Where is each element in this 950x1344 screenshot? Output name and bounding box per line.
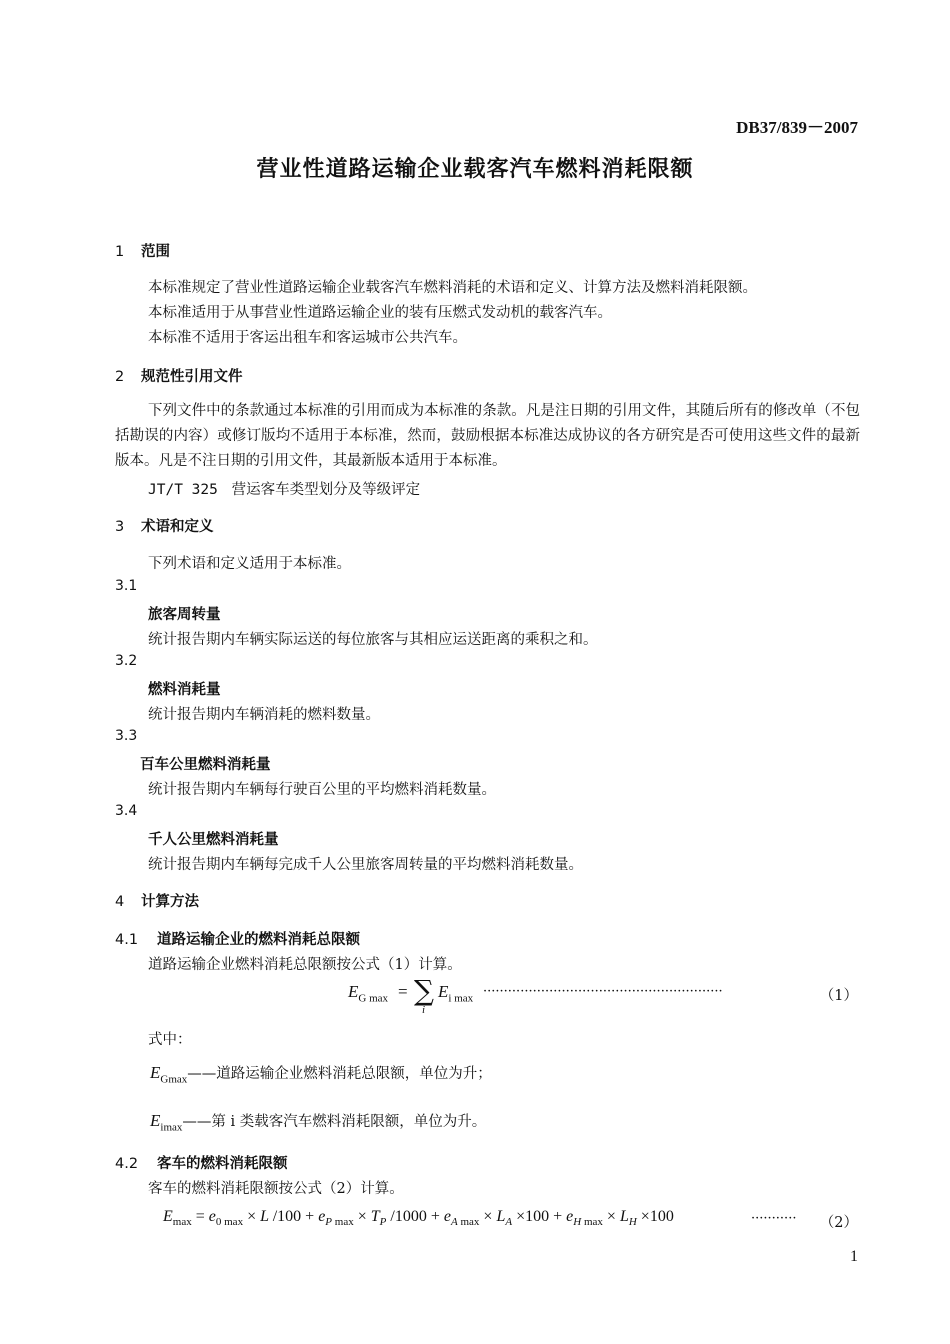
equation-body: $E_{max} = e_{0 max} \times L$ $/100 + e_{P max} \times T_P$ $/1000 + e_{A max} \times L_A \times 100 + e_{H max} \times L_H \times 100$ [163, 1208, 674, 1229]
section-number: 3 [115, 519, 125, 535]
variable-definition [150, 1062, 492, 1085]
equation-rhs: $E_{i max}$ [438, 982, 474, 1005]
paragraph: 本标准不适用于客运出租车和客运城市公共汽车。 [148, 330, 467, 346]
variable-symbol: $E_{imax}$ [150, 1111, 183, 1134]
term: 百车公里燃料消耗量 [140, 757, 271, 773]
term-definition: 统计报告期内车辆每行驶百公里的平均燃料消耗数量。 [148, 782, 496, 798]
term-definition: 统计报告期内车辆实际运送的每位旅客与其相应运送距离的乘积之和。 [148, 632, 598, 648]
clause-number: 3.2 [115, 653, 138, 669]
section-title: 术语和定义 [141, 519, 214, 535]
reference-code: JT/T 325 [148, 482, 218, 498]
section-3-heading [115, 515, 214, 536]
reference-item [148, 478, 420, 499]
section-title: 范围 [141, 244, 170, 260]
variable-symbol: $E_{Gmax}$ [150, 1063, 188, 1086]
term: 燃料消耗量 [148, 682, 221, 698]
page-title: 营业性道路运输企业载客汽车燃料消耗限额 [256, 157, 694, 182]
section-title: 计算方法 [141, 894, 199, 910]
section-4-heading [115, 890, 199, 911]
term: 旅客周转量 [148, 607, 221, 623]
reference-title: 营运客车类型划分及等级评定 [231, 482, 421, 498]
equation-number: （2） [819, 1215, 858, 1231]
paragraph: 本标准适用于从事营业性道路运输企业的装有压燃式发动机的载客汽车。 [148, 305, 612, 321]
section-title: 规范性引用文件 [141, 369, 243, 385]
section-number: 2 [115, 369, 125, 385]
section-title: 道路运输企业的燃料消耗总限额 [157, 932, 360, 948]
paragraph: 本标准规定了营业性道路运输企业载客汽车燃料消耗的术语和定义、计算方法及燃料消耗限额。 [148, 280, 757, 296]
variable-definition [150, 1110, 486, 1133]
doc-number: DB37/839－2007 [736, 118, 858, 137]
variable-description: ——道路运输企业燃料消耗总限额，单位为升； [187, 1066, 492, 1082]
paragraph: 道路运输企业燃料消耗总限额按公式（1）计算。 [148, 957, 462, 973]
equation-2 [163, 1206, 858, 1240]
variable-description: ——第 i 类载客汽车燃料消耗限额，单位为升。 [182, 1114, 487, 1130]
clause-number: 3.4 [115, 803, 138, 819]
equation-1 [348, 976, 858, 1020]
where-label: 式中： [148, 1032, 192, 1048]
equation-lhs: $E_{G max}$ [348, 982, 389, 1005]
leader-dots: ··········· [751, 1211, 797, 1226]
page-number: 1 [850, 1248, 858, 1265]
paragraph: 下列术语和定义适用于本标准。 [148, 556, 351, 572]
leader-dots: ·························································· [483, 984, 723, 999]
section-number: 4.2 [115, 1156, 139, 1172]
subsection-4-2-heading [115, 1152, 288, 1173]
clause-number: 3.1 [115, 578, 138, 594]
section-2-heading [115, 365, 243, 386]
term: 千人公里燃料消耗量 [148, 832, 279, 848]
section-number: 4 [115, 894, 125, 910]
term-definition: 统计报告期内车辆每完成千人公里旅客周转量的平均燃料消耗数量。 [148, 857, 583, 873]
subsection-4-1-heading [115, 928, 360, 949]
clause-number: 3.3 [115, 728, 138, 744]
paragraph: 客车的燃料消耗限额按公式（2）计算。 [148, 1181, 404, 1197]
section-number: 1 [115, 244, 125, 260]
sum-symbol: ∑ [414, 974, 434, 1007]
equation-number: （1） [819, 988, 858, 1004]
term-definition: 统计报告期内车辆消耗的燃料数量。 [148, 707, 380, 723]
equals-sign: = [398, 982, 408, 1001]
section-number: 4.1 [115, 932, 139, 948]
sum-index: i [422, 1004, 426, 1016]
section-title: 客车的燃料消耗限额 [157, 1156, 288, 1172]
paragraph: 下列文件中的条款通过本标准的引用而成为本标准的条款。凡是注日期的引用文件，其随后所有的修改单（不包括勘误的内容）或修订版均不适用于本标准，然而，鼓励根据本标准达成协议的各方研究是否可使用这些文件的最新版本。凡是不注日期的引用文件，其最新版本适用于本标准。 [115, 403, 860, 469]
section-1-heading [115, 240, 170, 261]
